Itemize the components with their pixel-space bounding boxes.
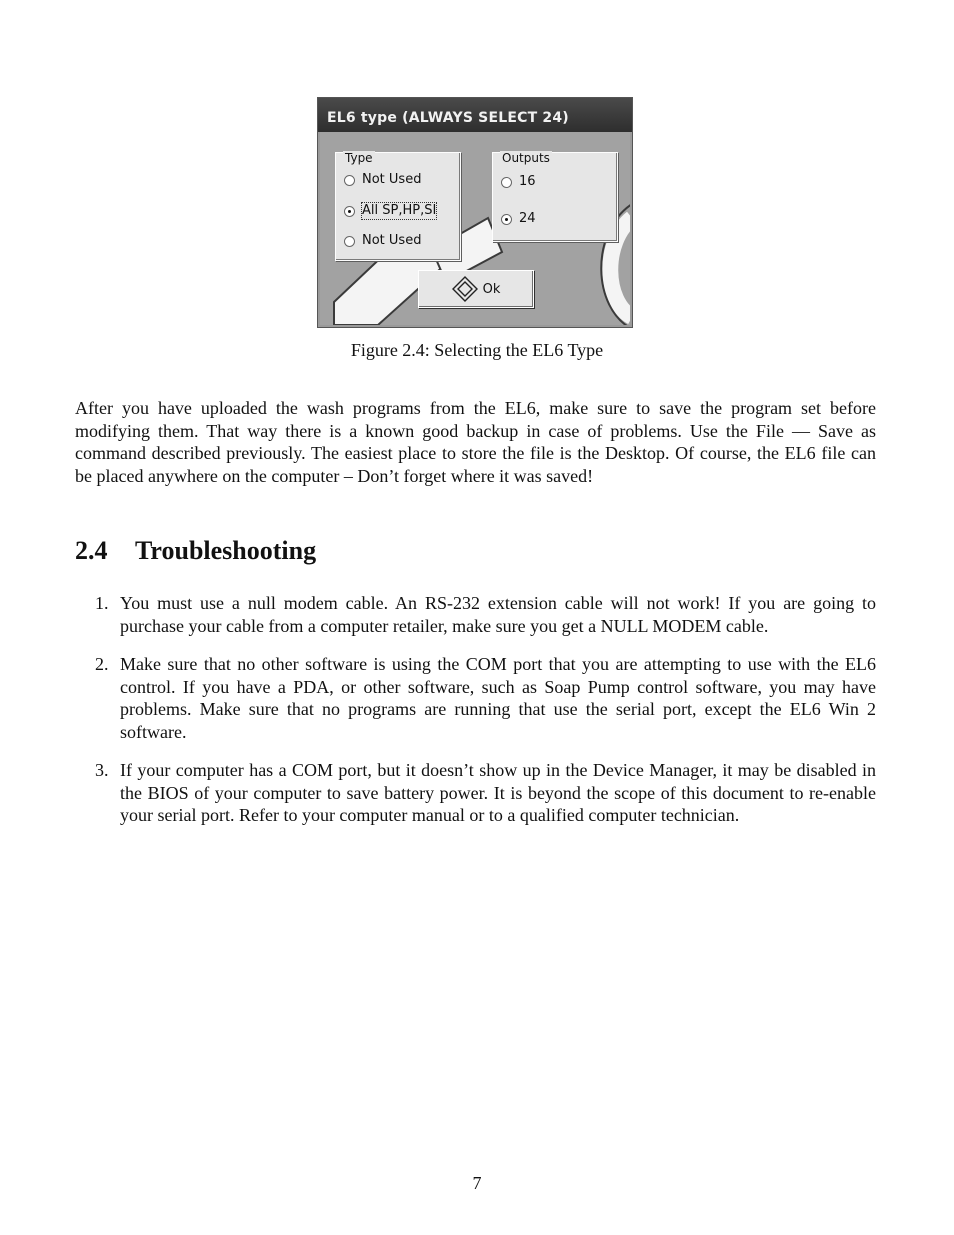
list-item-number: 3. — [95, 760, 109, 780]
figure-caption: Figure 2.4: Selecting the EL6 Type — [350, 340, 604, 360]
list-item-number: 1. — [95, 593, 109, 613]
section-number: 2.4 — [75, 536, 108, 565]
outputs-option-16[interactable] — [501, 173, 536, 191]
list-item — [75, 759, 876, 827]
radio-button-selected[interactable] — [344, 206, 355, 217]
page-number: 7 — [472, 1173, 482, 1193]
outputs-option-label: 16 — [519, 174, 536, 189]
list-item — [75, 653, 876, 743]
list-item-number: 2. — [95, 654, 109, 674]
dialog-title-bar — [318, 98, 632, 132]
radio-button[interactable] — [501, 177, 512, 188]
list-item-text: Make sure that no other software is using the COM port that you are attempting to use with the EL6 control. If you have a PDA, or other software, such as Soap Pump control software, you may have problems. Make sure that no programs are running that use the serial port, except the EL6 Win 2 software. — [120, 654, 876, 742]
type-option-label: Not Used — [362, 172, 422, 187]
radio-button[interactable] — [344, 236, 355, 247]
type-option-all-sp-hp-si[interactable] — [344, 202, 436, 220]
type-option-label: Not Used — [362, 233, 422, 248]
type-group — [335, 152, 461, 261]
ok-button[interactable] — [418, 270, 534, 308]
type-option-not-used-2[interactable] — [344, 232, 421, 250]
dialog-title: EL6 type (ALWAYS SELECT 24) — [327, 110, 569, 126]
intro-paragraph: After you have uploaded the wash programs from the EL6, make sure to save the program set before modifying them. That way there is a known good backup in case of problems. Use the File — Save as command described previously. The easiest place to store the file is the Desktop. Of course, the EL6 file can be placed anywhere on the computer – Don’t forget where it was saved! — [75, 398, 876, 486]
outputs-group-title: Outputs — [502, 151, 550, 165]
ok-button-label: Ok — [482, 281, 501, 297]
diamond-icon — [452, 276, 478, 302]
radio-button-selected[interactable] — [501, 214, 512, 225]
type-group-title: Type — [345, 151, 373, 165]
outputs-group — [492, 152, 618, 242]
type-option-not-used-1[interactable] — [344, 171, 421, 189]
list-item-text: You must use a null modem cable. An RS-232 extension cable will not work! If you are going to purchase your cable from a computer retailer, make sure you get a NULL MODEM cable. — [120, 593, 876, 636]
outputs-option-24[interactable] — [501, 210, 536, 228]
outputs-option-label: 24 — [519, 211, 536, 226]
troubleshooting-list — [75, 592, 876, 827]
type-option-label: All SP,HP,SI — [362, 203, 437, 218]
section-heading — [75, 534, 316, 568]
list-item — [75, 592, 876, 637]
section-title: Troubleshooting — [135, 536, 317, 565]
radio-button[interactable] — [344, 175, 355, 186]
list-item-text: If your computer has a COM port, but it doesn’t show up in the Device Manager, it may be disabled in the BIOS of your computer to save battery power. It is beyond the scope of this document to re-enable your serial port. Refer to your computer manual or to a qualified computer technician. — [120, 760, 876, 825]
